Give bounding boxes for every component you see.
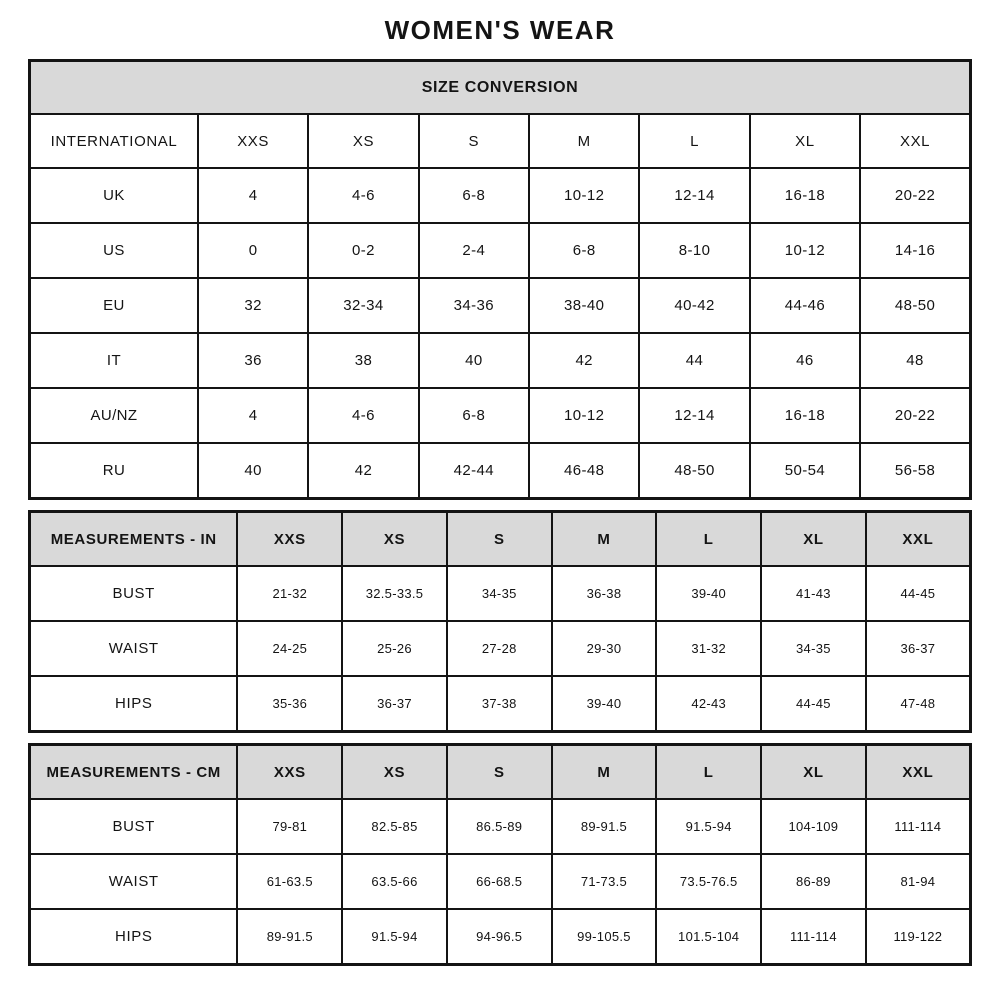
- value-cell: 12-14: [639, 168, 749, 223]
- value-cell: 42: [529, 333, 639, 388]
- value-cell: 44-45: [761, 676, 866, 732]
- value-cell: 71-73.5: [552, 854, 657, 909]
- page-title: WOMEN'S WEAR: [384, 15, 616, 45]
- value-cell: 10-12: [750, 223, 860, 278]
- value-cell: 38: [308, 333, 418, 388]
- value-cell: 50-54: [750, 443, 860, 499]
- row-label: WAIST: [30, 621, 238, 676]
- value-cell: 14-16: [860, 223, 970, 278]
- measurements-cm-column-header: MEASUREMENTS - CM: [30, 745, 238, 800]
- value-cell: 79-81: [237, 799, 342, 854]
- value-cell: 0: [198, 223, 308, 278]
- measurements-cm-column-header: XS: [342, 745, 447, 800]
- row-label: WAIST: [30, 854, 238, 909]
- value-cell: 44: [639, 333, 749, 388]
- measurements-cm-column-header: XL: [761, 745, 866, 800]
- value-cell: 10-12: [529, 388, 639, 443]
- value-cell: 34-35: [761, 621, 866, 676]
- table-row: [30, 388, 971, 443]
- row-label: AU/NZ: [30, 388, 198, 443]
- size-conversion-body: [30, 168, 971, 499]
- value-cell: 91.5-94: [342, 909, 447, 965]
- size-column-header: XXL: [860, 114, 970, 168]
- measurements-cm-column-header: S: [447, 745, 552, 800]
- value-cell: 40: [419, 333, 529, 388]
- value-cell: 89-91.5: [237, 909, 342, 965]
- measurements-cm-column-header: L: [656, 745, 761, 800]
- value-cell: 6-8: [419, 168, 529, 223]
- value-cell: 47-48: [866, 676, 971, 732]
- value-cell: 66-68.5: [447, 854, 552, 909]
- value-cell: 4-6: [308, 388, 418, 443]
- value-cell: 73.5-76.5: [656, 854, 761, 909]
- measurements-in-column-header: XL: [761, 512, 866, 567]
- value-cell: 42-43: [656, 676, 761, 732]
- measurements-in-column-header: XXS: [237, 512, 342, 567]
- value-cell: 86.5-89: [447, 799, 552, 854]
- value-cell: 8-10: [639, 223, 749, 278]
- table-row: [30, 168, 971, 223]
- measurements-in-body: [30, 566, 971, 732]
- value-cell: 42: [308, 443, 418, 499]
- value-cell: 119-122: [866, 909, 971, 965]
- value-cell: 24-25: [237, 621, 342, 676]
- size-column-header: XL: [750, 114, 860, 168]
- value-cell: 25-26: [342, 621, 447, 676]
- measurements-cm-header-row: [30, 745, 971, 800]
- measurements-cm-column-header: M: [552, 745, 657, 800]
- size-column-header: S: [419, 114, 529, 168]
- measurements-in-column-header: S: [447, 512, 552, 567]
- value-cell: 6-8: [419, 388, 529, 443]
- value-cell: 12-14: [639, 388, 749, 443]
- value-cell: 4: [198, 388, 308, 443]
- value-cell: 34-36: [419, 278, 529, 333]
- measurements-in-column-header: L: [656, 512, 761, 567]
- value-cell: 32: [198, 278, 308, 333]
- value-cell: 111-114: [866, 799, 971, 854]
- value-cell: 31-32: [656, 621, 761, 676]
- row-label: BUST: [30, 799, 238, 854]
- value-cell: 41-43: [761, 566, 866, 621]
- value-cell: 48-50: [860, 278, 970, 333]
- size-column-header: XS: [308, 114, 418, 168]
- value-cell: 10-12: [529, 168, 639, 223]
- table-row: [30, 621, 971, 676]
- value-cell: 36-37: [866, 621, 971, 676]
- value-cell: 82.5-85: [342, 799, 447, 854]
- value-cell: 39-40: [552, 676, 657, 732]
- size-column-header: L: [639, 114, 749, 168]
- value-cell: 40-42: [639, 278, 749, 333]
- row-label: UK: [30, 168, 198, 223]
- measurements-in-header-row: [30, 512, 971, 567]
- value-cell: 48: [860, 333, 970, 388]
- value-cell: 4: [198, 168, 308, 223]
- value-cell: 99-105.5: [552, 909, 657, 965]
- table-row: [30, 854, 971, 909]
- value-cell: 37-38: [447, 676, 552, 732]
- value-cell: 27-28: [447, 621, 552, 676]
- table-row: [30, 909, 971, 965]
- value-cell: 32.5-33.5: [342, 566, 447, 621]
- value-cell: 42-44: [419, 443, 529, 499]
- value-cell: 44-45: [866, 566, 971, 621]
- row-label: US: [30, 223, 198, 278]
- measurements-in-table: [28, 510, 972, 733]
- value-cell: 81-94: [866, 854, 971, 909]
- table-row: [30, 799, 971, 854]
- size-conversion-header-row: [30, 114, 971, 168]
- table-row: [30, 566, 971, 621]
- size-conversion-table: [28, 59, 972, 500]
- value-cell: 36-38: [552, 566, 657, 621]
- value-cell: 38-40: [529, 278, 639, 333]
- measurements-in-column-header: XXL: [866, 512, 971, 567]
- row-label: HIPS: [30, 676, 238, 732]
- value-cell: 4-6: [308, 168, 418, 223]
- measurements-in-column-header: XS: [342, 512, 447, 567]
- measurements-in-column-header: MEASUREMENTS - IN: [30, 512, 238, 567]
- value-cell: 32-34: [308, 278, 418, 333]
- size-conversion-banner: SIZE CONVERSION: [30, 61, 971, 115]
- table-row: [30, 333, 971, 388]
- measurements-cm-column-header: XXS: [237, 745, 342, 800]
- value-cell: 0-2: [308, 223, 418, 278]
- size-column-header: M: [529, 114, 639, 168]
- measurements-cm-table: [28, 743, 972, 966]
- row-label: HIPS: [30, 909, 238, 965]
- value-cell: 29-30: [552, 621, 657, 676]
- value-cell: 89-91.5: [552, 799, 657, 854]
- value-cell: 46-48: [529, 443, 639, 499]
- value-cell: 48-50: [639, 443, 749, 499]
- size-column-header: XXS: [198, 114, 308, 168]
- table-row: [30, 676, 971, 732]
- value-cell: 6-8: [529, 223, 639, 278]
- value-cell: 94-96.5: [447, 909, 552, 965]
- measurements-in-column-header: M: [552, 512, 657, 567]
- value-cell: 39-40: [656, 566, 761, 621]
- measurements-cm-column-header: XXL: [866, 745, 971, 800]
- row-label: RU: [30, 443, 198, 499]
- value-cell: 20-22: [860, 388, 970, 443]
- value-cell: 61-63.5: [237, 854, 342, 909]
- value-cell: 16-18: [750, 168, 860, 223]
- value-cell: 36: [198, 333, 308, 388]
- row-label: BUST: [30, 566, 238, 621]
- value-cell: 56-58: [860, 443, 970, 499]
- value-cell: 104-109: [761, 799, 866, 854]
- value-cell: 86-89: [761, 854, 866, 909]
- value-cell: 21-32: [237, 566, 342, 621]
- table-row: [30, 278, 971, 333]
- value-cell: 20-22: [860, 168, 970, 223]
- size-column-header: INTERNATIONAL: [30, 114, 198, 168]
- row-label: IT: [30, 333, 198, 388]
- value-cell: 63.5-66: [342, 854, 447, 909]
- value-cell: 101.5-104: [656, 909, 761, 965]
- value-cell: 111-114: [761, 909, 866, 965]
- value-cell: 2-4: [419, 223, 529, 278]
- value-cell: 16-18: [750, 388, 860, 443]
- value-cell: 40: [198, 443, 308, 499]
- row-label: EU: [30, 278, 198, 333]
- value-cell: 34-35: [447, 566, 552, 621]
- table-row: [30, 443, 971, 499]
- value-cell: 44-46: [750, 278, 860, 333]
- value-cell: 91.5-94: [656, 799, 761, 854]
- value-cell: 36-37: [342, 676, 447, 732]
- measurements-cm-body: [30, 799, 971, 965]
- table-row: [30, 223, 971, 278]
- value-cell: 35-36: [237, 676, 342, 732]
- size-conversion-banner-row: [30, 61, 971, 115]
- value-cell: 46: [750, 333, 860, 388]
